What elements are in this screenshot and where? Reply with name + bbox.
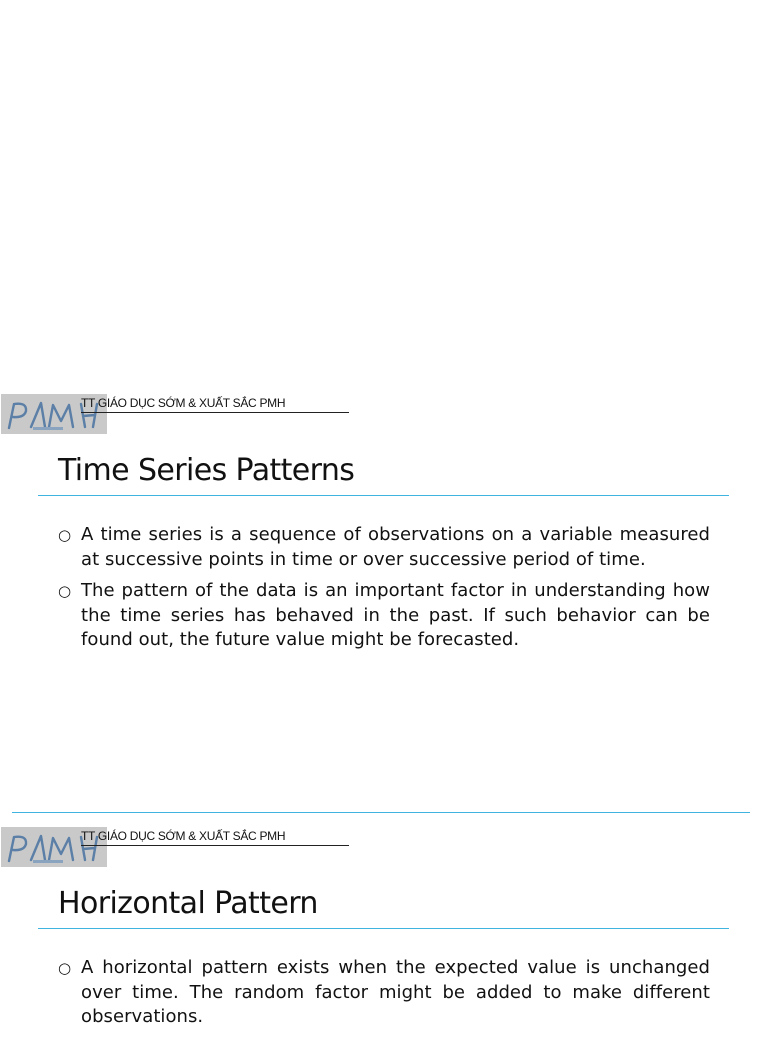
- bullet-text: A horizontal pattern exists when the expected value is unchanged over time. The random factor might be added to make different observations.: [81, 957, 710, 1027]
- organization-name: TT GIÁO DỤC SỚM & XUẤT SẮC PMH: [81, 829, 349, 846]
- bullet-circle-icon: ○: [58, 582, 72, 600]
- bullet-circle-icon: ○: [58, 959, 72, 977]
- slide-title: Time Series Patterns: [58, 453, 355, 488]
- slide-title: Horizontal Pattern: [58, 886, 318, 921]
- bullet-list: [58, 956, 710, 1037]
- bullet-text: A time series is a sequence of observations on a variable measured at successive points in time or over successive period of time.: [81, 524, 710, 570]
- bullet-text: The pattern of the data is an important factor in understanding how the time series has behaved in the past. If such behavior can be found out, the future value might be forecasted.: [81, 580, 710, 650]
- title-underline: [38, 495, 729, 496]
- organization-name: TT GIÁO DỤC SỚM & XUẤT SẮC PMH: [81, 396, 349, 413]
- bullet-list: [58, 523, 710, 660]
- title-underline: [38, 928, 729, 929]
- list-item: [58, 523, 710, 572]
- bullet-circle-icon: ○: [58, 526, 72, 544]
- list-item: [58, 956, 710, 1030]
- list-item: [58, 579, 710, 653]
- slide-divider: [12, 812, 750, 813]
